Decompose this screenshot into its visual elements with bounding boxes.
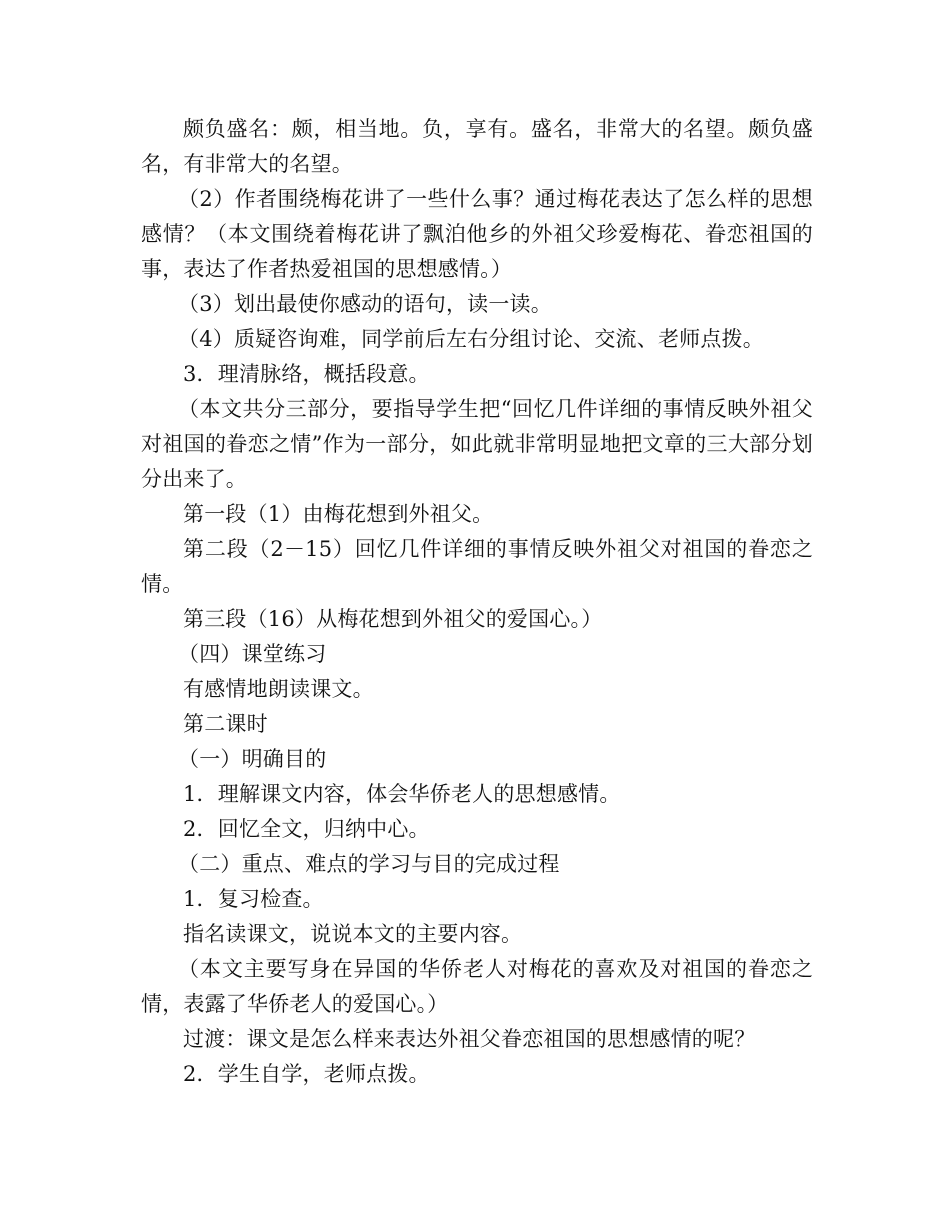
paragraph: 第二段（2－15）回忆几件详细的事情反映外祖父对祖国的眷恋之情。: [141, 537, 813, 596]
paragraph: 过渡：课文是怎么样来表达外祖父眷恋祖国的思想感情的呢？: [183, 1027, 756, 1051]
paragraph: （3）划出最使你感动的语句，读一读。: [178, 292, 552, 316]
paragraph: 2．回忆全文，归纳中心。: [183, 817, 430, 841]
paragraph: （四）课堂练习: [178, 642, 327, 666]
paragraph: 2．学生自学，老师点拨。: [183, 1062, 430, 1086]
paragraph: （4）质疑咨询难，同学前后左右分组讨论、交流、老师点拨。: [178, 327, 764, 351]
paragraph: 1．理解课文内容，体会华侨老人的思想感情。: [183, 782, 621, 806]
document-body: [141, 112, 813, 1092]
paragraph: 第一段（1）由梅花想到外祖父。: [183, 502, 494, 526]
paragraph: （2）作者围绕梅花讲了一些什么事？通过梅花表达了怎么样的思想感情？（本文围绕着梅花讲了飘泊他乡的外祖父珍爱梅花、眷恋祖国的事，表达了作者热爱祖国的思想感情。）: [141, 187, 813, 281]
paragraph: 指名读课文，说说本文的主要内容。: [183, 922, 523, 946]
paragraph: （本文共分三部分，要指导学生把“回忆几件详细的事情反映外祖父对祖国的眷恋之情”作为一部分，如此就非常明显地把文章的三大部分划分出来了。: [141, 397, 813, 491]
paragraph: 3．理清脉络，概括段意。: [183, 362, 430, 386]
paragraph: （一）明确目的: [178, 747, 327, 771]
paragraph: 颇负盛名：颇，相当地。负，享有。盛名，非常大的名望。颇负盛名，有非常大的名望。: [141, 117, 813, 176]
paragraph: （二）重点、难点的学习与目的完成过程: [178, 852, 560, 876]
paragraph: （本文主要写身在异国的华侨老人对梅花的喜欢及对祖国的眷恋之情，表露了华侨老人的爱国心。）: [141, 957, 813, 1016]
paragraph: 1．复习检查。: [183, 887, 324, 911]
paragraph: 第三段（16）从梅花想到外祖父的爱国心。）: [183, 607, 603, 631]
paragraph: 有感情地朗读课文。: [183, 677, 374, 701]
paragraph: 第二课时: [183, 712, 268, 736]
